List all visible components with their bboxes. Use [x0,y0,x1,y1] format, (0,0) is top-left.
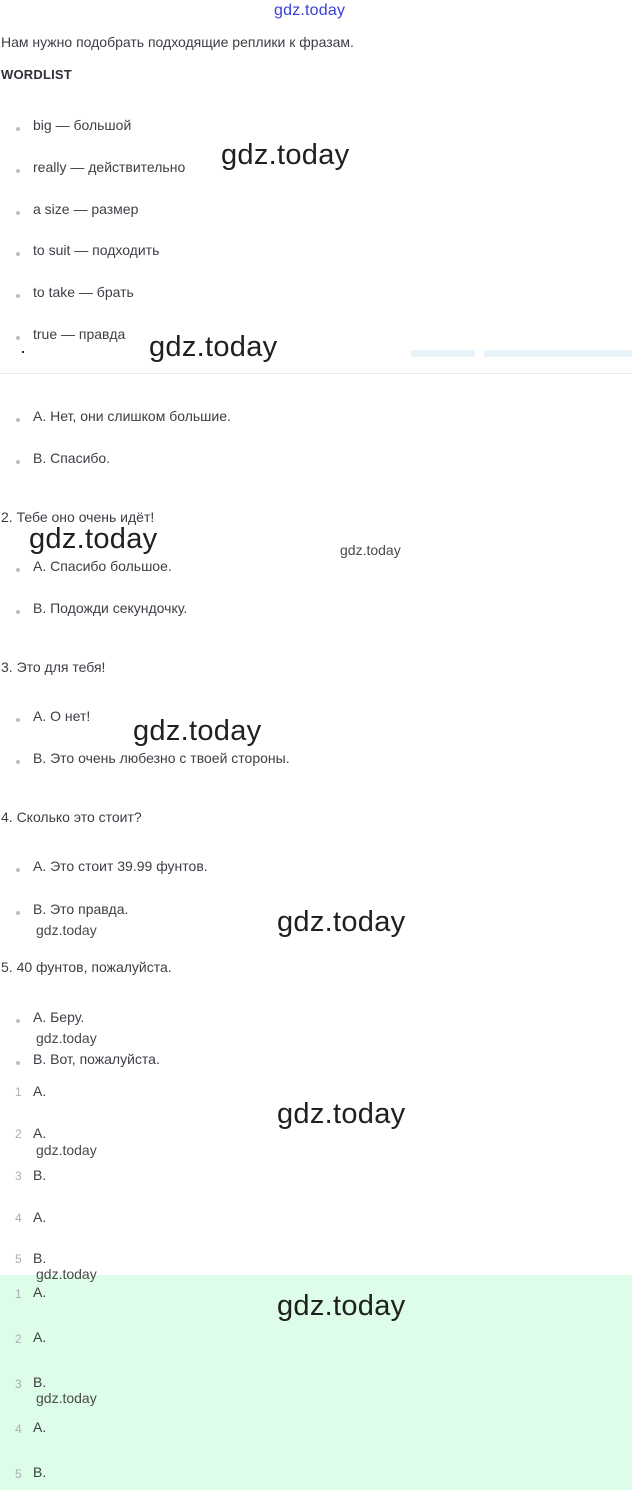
answer-number: 3 [15,1169,22,1183]
bullet-icon [16,1061,20,1065]
answer-option-a: A. Беру. [33,1009,85,1025]
bullet-icon [16,610,20,614]
watermark: gdz.today [277,906,406,938]
bullet-icon [16,169,20,173]
question-4: 4. Сколько это стоит? [1,809,142,825]
watermark: gdz.today [36,1390,97,1406]
answer-value: B. [33,1167,47,1183]
wordlist-item: a size — размер [33,201,139,217]
answer-option-a: A. Спасибо большое. [33,558,172,574]
answer-option-a: A. Нет, они слишком большие. [33,408,231,424]
watermark: gdz.today [36,1030,97,1046]
answer-number: 4 [15,1211,22,1225]
bullet-icon [16,460,20,464]
watermark: gdz.today [340,542,401,558]
stray-dot [22,351,24,353]
bullet-icon [16,211,20,215]
watermark: gdz.today [221,139,350,171]
watermark: gdz.today [36,922,97,938]
answer-number: 2 [15,1332,22,1346]
task-intro: Нам нужно подобрать подходящие реплики к фразам. [1,34,354,50]
question-2: 2. Тебе оно очень идёт! [1,509,155,525]
wordlist-item: big — большой [33,117,132,133]
watermark: gdz.today [277,1098,406,1130]
wordlist-item: to suit — подходить [33,242,160,258]
bullet-icon [16,294,20,298]
answer-number: 1 [15,1287,22,1301]
bullet-icon [16,418,20,422]
loading-bar [484,350,632,357]
bullet-icon [16,718,20,722]
answer-number: 3 [15,1377,22,1391]
answer-value: A. [33,1284,47,1300]
bullet-icon [16,1019,20,1023]
answer-option-b: B. Это правда. [33,901,129,917]
answer-value: A. [33,1329,47,1345]
watermark: gdz.today [277,1290,406,1322]
bullet-icon [16,252,20,256]
question-5: 5. 40 фунтов, пожалуйста. [1,959,172,975]
watermark: gdz.today [133,715,262,747]
answer-option-a: A. О нет! [33,708,91,724]
wordlist-heading: WORDLIST [1,67,72,82]
wordlist-item: true — правда [33,326,126,342]
answer-value: B. [33,1250,47,1266]
answer-option-b: B. Подожди секундочку. [33,600,188,616]
answer-number: 5 [15,1467,22,1481]
bullet-icon [16,127,20,131]
question-3: 3. Это для тебя! [1,659,106,675]
section-divider [0,373,632,374]
bullet-icon [16,568,20,572]
answer-value: A. [33,1125,47,1141]
bullet-icon [16,868,20,872]
answer-option-b: B. Это очень любезно с твоей стороны. [33,750,290,766]
bullet-icon [16,336,20,340]
answer-number: 1 [15,1085,22,1099]
bullet-icon [16,911,20,915]
bullet-icon [16,760,20,764]
watermark: gdz.today [149,331,278,363]
watermark: gdz.today [36,1266,97,1282]
answer-value: A. [33,1419,47,1435]
answer-number: 2 [15,1127,22,1141]
site-logo[interactable]: gdz.today [274,2,346,19]
answer-value: B. [33,1464,47,1480]
answer-number: 4 [15,1422,22,1436]
watermark: gdz.today [29,523,158,555]
answer-value: A. [33,1209,47,1225]
answer-option-a: A. Это стоит 39.99 фунтов. [33,858,208,874]
answer-number: 5 [15,1252,22,1266]
wordlist-item: really — действительно [33,159,186,175]
watermark: gdz.today [36,1142,97,1158]
loading-bar [411,350,475,357]
answer-value: B. [33,1374,47,1390]
wordlist-item: to take — брать [33,284,134,300]
answer-value: A. [33,1083,47,1099]
answer-option-b: B. Спасибо. [33,450,111,466]
answer-option-b: B. Вот, пожалуйста. [33,1051,160,1067]
